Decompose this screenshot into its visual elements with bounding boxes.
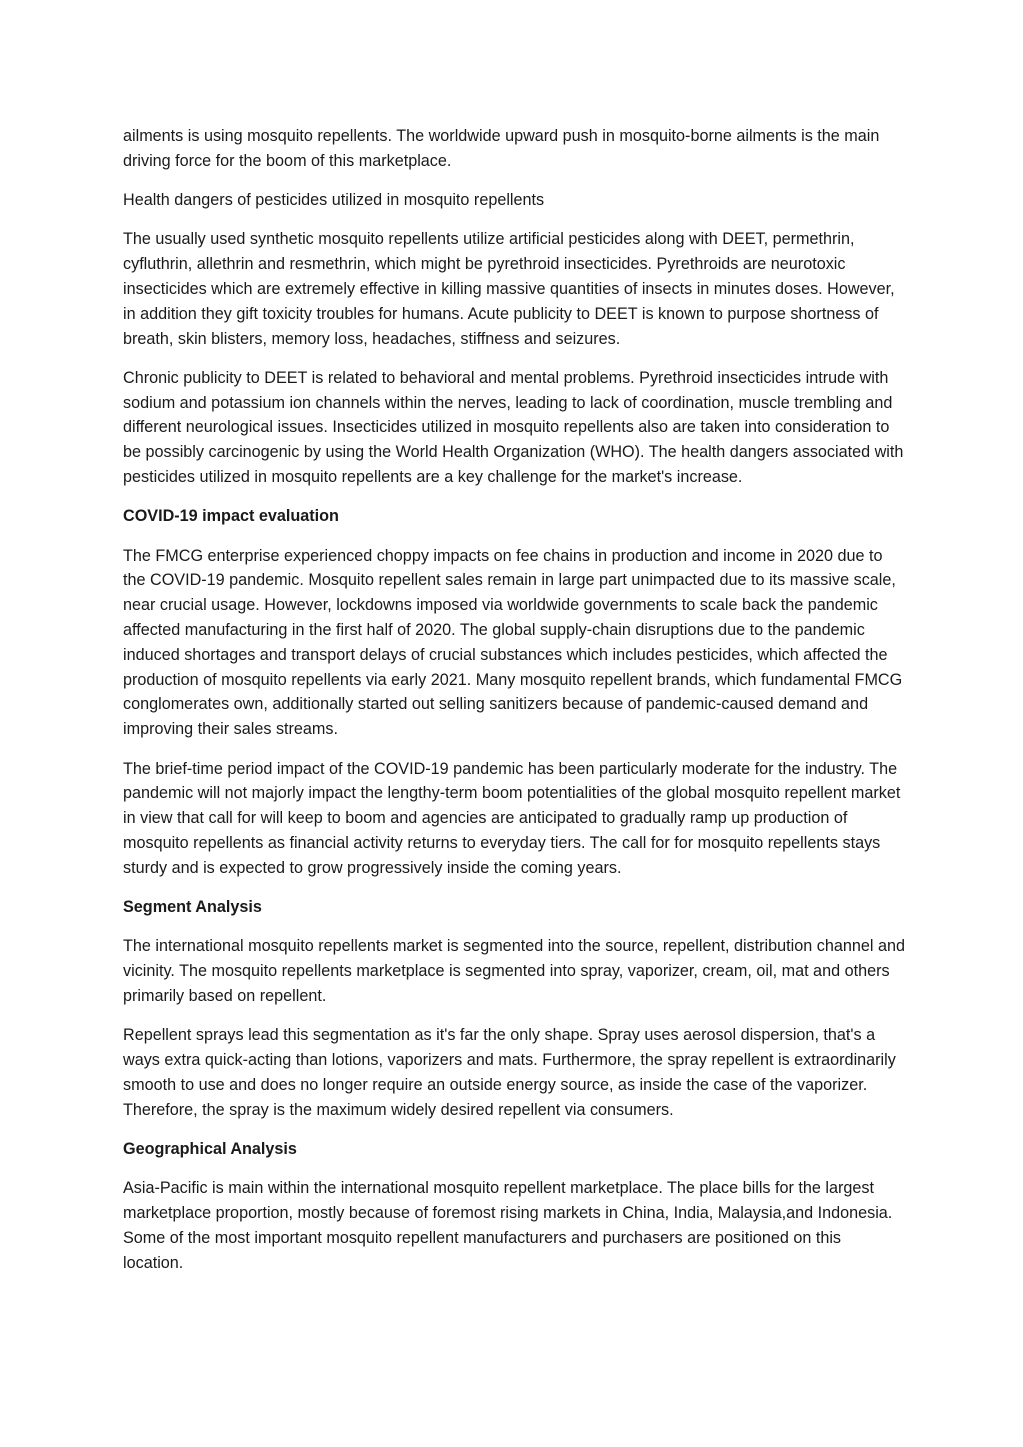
body-paragraph: The brief-time period impact of the COVID-19 pandemic has been particularly moderate for the industry. The pandemic will not majorly impact the lengthy-term boom potentialities of the global mosquito repellent market in view that call for will keep to boom and agencies are anticipated to gradually ramp up production of mosquito repellents as financial activity returns to everyday tiers. The call for for mosquito repellents stays sturdy and is expected to grow progressively inside the coming years. <box>123 759 901 877</box>
body-paragraph: The international mosquito repellents market is segmented into the source, repellent, distribution channel and vicinity. The mosquito repellents marketplace is segmented into spray, vaporizer, cream, oil, mat and others primarily based on repellent. <box>123 937 905 1005</box>
body-paragraph: The FMCG enterprise experienced choppy impacts on fee chains in production and income in 2020 due to the COVID-19 pandemic. Mosquito repellent sales remain in large part unimpacted due to its massive scale, near crucial usage. However, lockdowns imposed via worldwide governments to scale back the pandemic affected manufacturing in the first half of 2020. The global supply-chain disruptions due to the pandemic induced shortages and transport delays of crucial substances which includes pesticides, which affected the production of mosquito repellents via early 2021. Many mosquito repellent brands, which fundamental FMCG conglomerates own, additionally started out selling sanitizers because of pandemic-caused demand and improving their sales streams. <box>123 546 903 739</box>
heading-geographical-analysis: Geographical Analysis <box>123 1139 297 1158</box>
body-paragraph: The usually used synthetic mosquito repellents utilize artificial pesticides along with DEET, permethrin, cyfluthrin, allethrin and resmethrin, which might be pyrethroid insecticides. Pyrethroids are neurotoxic insecticides which are extremely effective in killing massive quantities of insects in minutes doses. However, in addition they gift toxicity troubles for humans. Acute publicity to DEET is known to purpose shortness of breath, skin blisters, memory loss, headaches, stiffness and seizures. <box>123 230 895 348</box>
body-paragraph: Repellent sprays lead this segmentation as it's far the only shape. Spray uses aerosol dispersion, that's a ways extra quick-acting than lotions, vaporizers and mats. Furthermore, the spray repellent is extraordinarily smooth to use and does no longer require an outside energy source, as inside the case of the vaporizer. Therefore, the spray is the maximum widely desired repellent via consumers. <box>123 1026 896 1119</box>
body-paragraph: ailments is using mosquito repellents. The worldwide upward push in mosquito-borne ailments is the main driving force for the boom of this marketplace. <box>123 127 880 170</box>
heading-segment-analysis: Segment Analysis <box>123 898 262 917</box>
document-page <box>123 124 905 1290</box>
subheading-health-dangers: Health dangers of pesticides utilized in mosquito repellents <box>123 191 545 210</box>
body-paragraph: Chronic publicity to DEET is related to behavioral and mental problems. Pyrethroid insecticides intrude with sodium and potassium ion channels within the nerves, leading to lack of coordination, muscle trembling and different neurological issues. Insecticides utilized in mosquito repellents also are taken into consideration to be possibly carcinogenic by using the World Health Organization (WHO). The health dangers associated with pesticides utilized in mosquito repellents are a key challenge for the market's increase. <box>123 368 904 487</box>
body-paragraph: Asia-Pacific is main within the international mosquito repellent marketplace. The place bills for the largest marketplace proportion, mostly because of foremost rising markets in China, India, Malaysia,and Indonesia. Some of the most important mosquito repellent manufacturers and purchasers are positioned on this location. <box>123 1179 893 1272</box>
heading-covid-impact: COVID-19 impact evaluation <box>123 507 339 526</box>
